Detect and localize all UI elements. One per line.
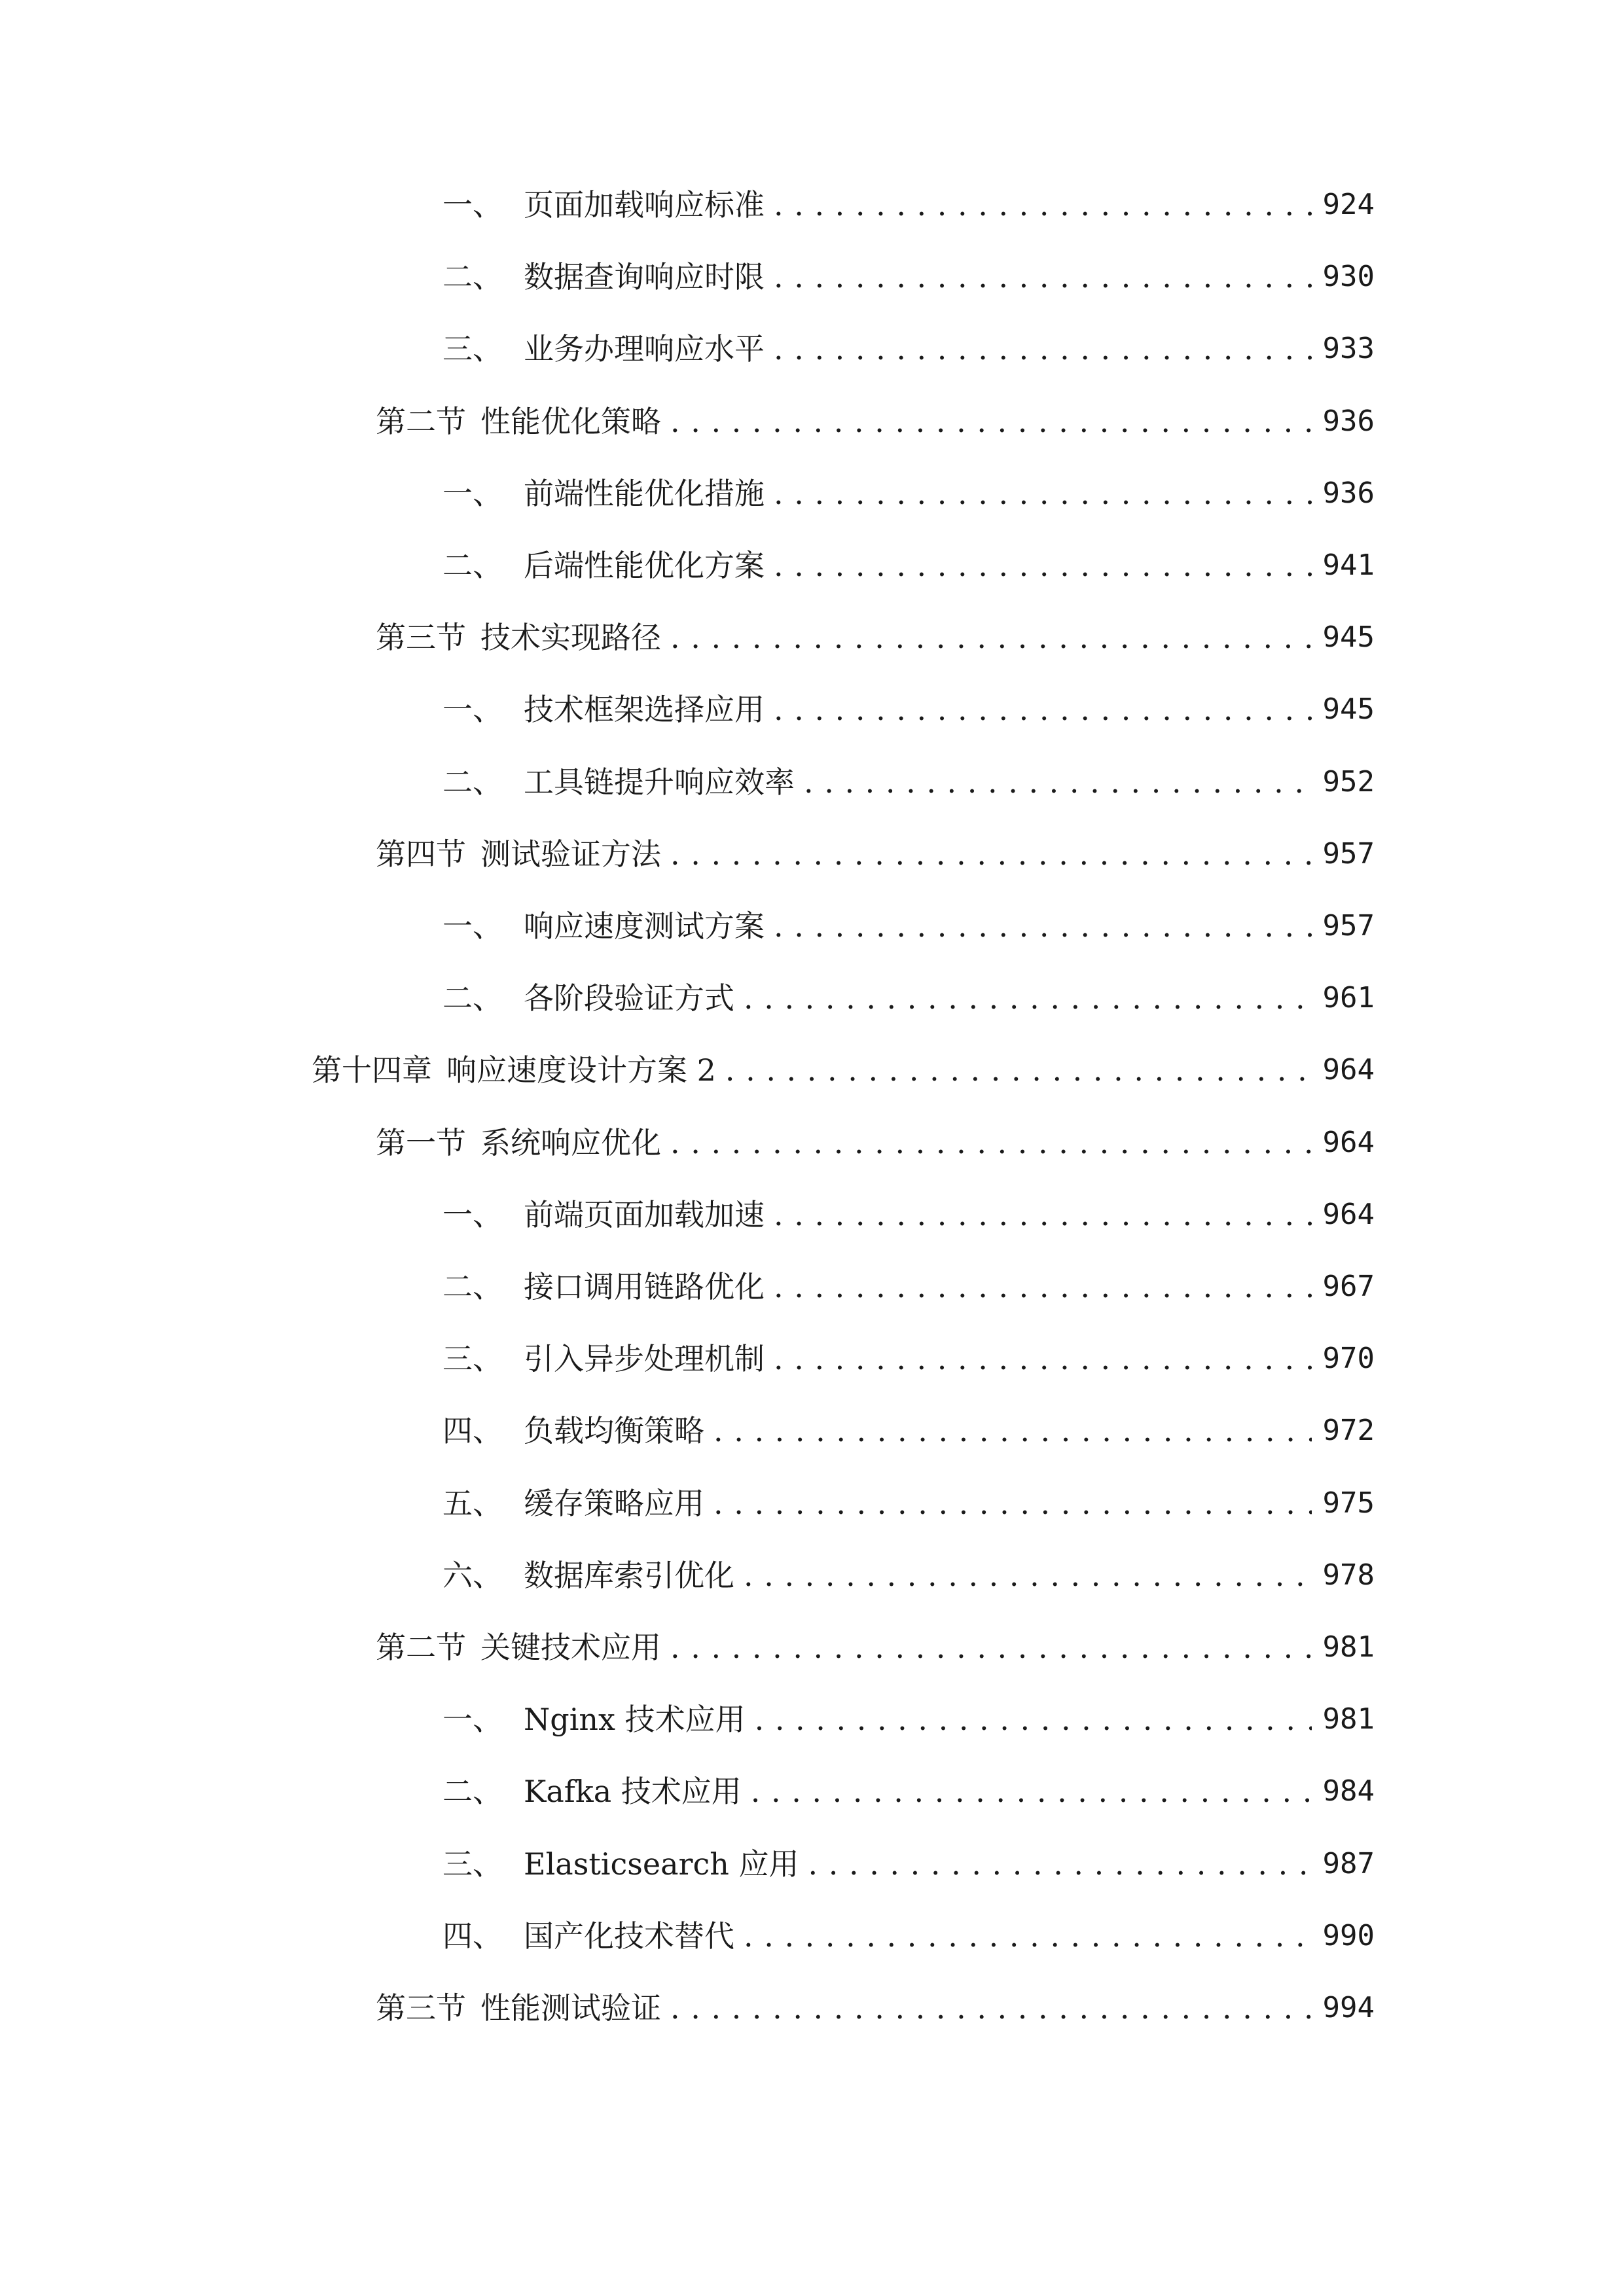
toc-entry-number: 三、 xyxy=(442,331,503,367)
toc-entry[interactable] xyxy=(442,1549,1375,1602)
toc-entry-number: 五、 xyxy=(442,1485,503,1521)
dot-leader xyxy=(670,1117,1312,1169)
toc-entry-number: 二、 xyxy=(442,980,503,1016)
toc-entry-number: 六、 xyxy=(442,1557,503,1593)
toc-entry-page-number: 984 xyxy=(1322,1774,1375,1808)
toc-entry-page-number: 945 xyxy=(1322,620,1375,655)
toc-entry-page-number: 964 xyxy=(1322,1197,1375,1231)
toc-entry-number: 三、 xyxy=(442,1846,503,1882)
toc-entry-page-number: 957 xyxy=(1322,836,1375,870)
toc-entry-title: 测试验证方法 xyxy=(480,836,661,872)
toc-entry-title: Kafka 技术应用 xyxy=(524,1774,742,1810)
dot-leader xyxy=(670,828,1312,880)
dot-leader xyxy=(670,1982,1312,2034)
toc-entry-number: 二、 xyxy=(442,259,503,295)
toc-entry[interactable] xyxy=(376,395,1375,448)
toc-entry-page-number: 970 xyxy=(1322,1342,1375,1376)
toc-entry[interactable] xyxy=(442,1477,1375,1530)
toc-entry-title: 引入异步处理机制 xyxy=(524,1341,765,1377)
toc-entry[interactable] xyxy=(442,1910,1375,1962)
toc-entry-number: 一、 xyxy=(442,475,503,511)
dot-leader xyxy=(713,1477,1312,1530)
toc-entry-number: 四、 xyxy=(442,1918,503,1954)
toc-entry[interactable] xyxy=(312,1044,1375,1096)
toc-entry-title: 数据库索引优化 xyxy=(524,1557,734,1593)
dot-leader xyxy=(774,251,1312,303)
toc-entry-title: Elasticsearch 应用 xyxy=(524,1846,799,1882)
toc-entry-page-number: 957 xyxy=(1322,909,1375,942)
toc-entry[interactable] xyxy=(442,1189,1375,1241)
toc-entry-title: Nginx 技术应用 xyxy=(524,1702,746,1738)
toc-entry-number: 一、 xyxy=(442,187,503,223)
toc-entry-page-number: 981 xyxy=(1322,1702,1375,1736)
dot-leader xyxy=(774,683,1312,736)
toc-entry[interactable] xyxy=(442,683,1375,736)
toc-entry-number: 一、 xyxy=(442,692,503,728)
dot-leader xyxy=(744,1910,1312,1962)
toc-entry-page-number: 978 xyxy=(1322,1558,1375,1592)
toc-entry[interactable] xyxy=(442,1838,1375,1890)
toc-entry-page-number: 975 xyxy=(1322,1486,1375,1520)
toc-entry-page-number: 964 xyxy=(1322,1125,1375,1159)
toc-entry[interactable] xyxy=(442,323,1375,375)
dot-leader xyxy=(670,395,1312,448)
toc-entry-title: 负载均衡策略 xyxy=(524,1413,704,1449)
toc-entry[interactable] xyxy=(442,1693,1375,1746)
dot-leader xyxy=(774,1261,1312,1313)
dot-leader xyxy=(774,900,1312,952)
dot-leader xyxy=(670,1621,1312,1674)
toc-entry-number: 第十四章 xyxy=(312,1052,432,1088)
dot-leader xyxy=(755,1693,1312,1746)
toc-entry-title: 响应速度设计方案 2 xyxy=(446,1052,716,1088)
toc-entry-number: 第三节 xyxy=(376,620,466,656)
toc-entry[interactable] xyxy=(442,467,1375,520)
toc-entry-page-number: 945 xyxy=(1322,692,1375,726)
toc-entry-title: 各阶段验证方式 xyxy=(524,980,734,1016)
toc-entry-page-number: 964 xyxy=(1322,1053,1375,1087)
toc-entry[interactable] xyxy=(442,179,1375,231)
dot-leader xyxy=(713,1405,1312,1457)
toc-entry-title: 技术实现路径 xyxy=(480,620,661,656)
toc-entry-title: 系统响应优化 xyxy=(480,1124,661,1160)
toc-entry-title: 性能测试验证 xyxy=(480,1990,661,2026)
toc-entry[interactable] xyxy=(442,756,1375,808)
toc-entry-page-number: 941 xyxy=(1322,548,1375,582)
toc-entry-number: 一、 xyxy=(442,908,503,944)
toc-entry-number: 二、 xyxy=(442,1774,503,1810)
toc-entry-number: 第四节 xyxy=(376,836,466,872)
toc-entry[interactable] xyxy=(442,900,1375,952)
toc-entry-page-number: 936 xyxy=(1322,476,1375,510)
dot-leader xyxy=(744,972,1312,1024)
toc-entry-title: 工具链提升响应效率 xyxy=(524,764,795,800)
dot-leader xyxy=(774,1333,1312,1385)
toc-entry[interactable] xyxy=(376,1621,1375,1674)
toc-entry-page-number: 930 xyxy=(1322,260,1375,294)
dot-leader xyxy=(725,1044,1312,1096)
dot-leader xyxy=(751,1765,1312,1818)
dot-leader xyxy=(774,179,1312,231)
toc-entry-title: 页面加载响应标准 xyxy=(524,187,765,223)
dot-leader xyxy=(774,1189,1312,1241)
toc-entry-page-number: 981 xyxy=(1322,1630,1375,1664)
toc-entry[interactable] xyxy=(442,1405,1375,1457)
dot-leader xyxy=(744,1549,1312,1602)
toc-entry-page-number: 987 xyxy=(1322,1846,1375,1880)
dot-leader xyxy=(774,539,1312,592)
toc-entry-title: 技术框架选择应用 xyxy=(524,692,765,728)
toc-entry-page-number: 990 xyxy=(1322,1918,1375,1952)
toc-entry-page-number: 933 xyxy=(1322,332,1375,366)
toc-entry-page-number: 952 xyxy=(1322,764,1375,798)
toc-entry-page-number: 924 xyxy=(1322,188,1375,221)
toc-entry[interactable] xyxy=(376,828,1375,880)
toc-entry-number: 第三节 xyxy=(376,1990,466,2026)
toc-entry-title: 关键技术应用 xyxy=(480,1630,661,1665)
toc-entry-page-number: 994 xyxy=(1322,1991,1375,2024)
toc-entry-number: 第二节 xyxy=(376,403,466,439)
toc-entry-number: 四、 xyxy=(442,1413,503,1449)
toc-entry-page-number: 972 xyxy=(1322,1414,1375,1448)
toc-entry-title: 国产化技术替代 xyxy=(524,1918,734,1954)
dot-leader xyxy=(774,467,1312,520)
toc-entry[interactable] xyxy=(442,1261,1375,1313)
toc-entry-page-number: 961 xyxy=(1322,981,1375,1015)
toc-entry[interactable] xyxy=(376,1982,1375,2034)
toc-entry[interactable] xyxy=(442,1333,1375,1385)
toc-entry-title: 性能优化策略 xyxy=(480,403,661,439)
toc-entry-page-number: 967 xyxy=(1322,1270,1375,1303)
toc-entry-title: 业务办理响应水平 xyxy=(524,331,765,367)
dot-leader xyxy=(670,611,1312,664)
toc-entry-title: 后端性能优化方案 xyxy=(524,548,765,583)
dot-leader xyxy=(774,323,1312,375)
toc-entry-number: 二、 xyxy=(442,1269,503,1304)
toc-entry-number: 一、 xyxy=(442,1196,503,1232)
toc-entry[interactable] xyxy=(376,611,1375,664)
toc-entry-title: 接口调用链路优化 xyxy=(524,1269,765,1304)
toc-entry-number: 一、 xyxy=(442,1702,503,1738)
dot-leader xyxy=(808,1838,1312,1890)
toc-entry-number: 三、 xyxy=(442,1341,503,1377)
toc-entry-title: 前端页面加载加速 xyxy=(524,1196,765,1232)
toc-entry-title: 前端性能优化措施 xyxy=(524,475,765,511)
toc-entry-page-number: 936 xyxy=(1322,404,1375,438)
dot-leader xyxy=(804,756,1312,808)
toc-entry[interactable] xyxy=(442,539,1375,592)
toc-entry-title: 数据查询响应时限 xyxy=(524,259,765,295)
toc-entry-title: 响应速度测试方案 xyxy=(524,908,765,944)
toc-entry[interactable] xyxy=(376,1117,1375,1169)
toc-entry[interactable] xyxy=(442,251,1375,303)
toc-entry-number: 二、 xyxy=(442,548,503,583)
toc-entry-number: 第一节 xyxy=(376,1124,466,1160)
toc-entry-title: 缓存策略应用 xyxy=(524,1485,704,1521)
toc-entry[interactable] xyxy=(442,1765,1375,1818)
toc-entry[interactable] xyxy=(442,972,1375,1024)
toc-entry-number: 第二节 xyxy=(376,1630,466,1665)
toc-entry-number: 二、 xyxy=(442,764,503,800)
